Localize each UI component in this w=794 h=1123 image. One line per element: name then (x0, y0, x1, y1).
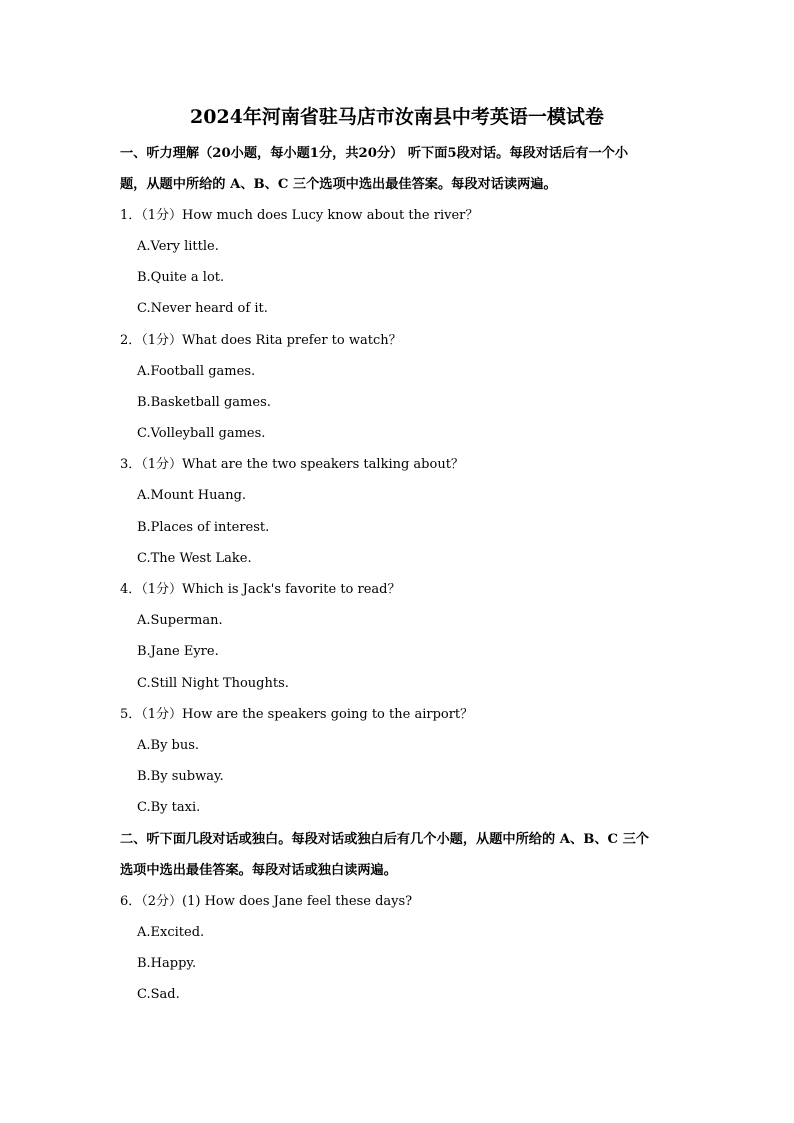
question-6-stem: 6．（2分）(1) How does Jane feel these days? (120, 894, 413, 909)
question-3-option-a: A.Mount Huang. (137, 488, 247, 503)
question-2-option-c: C.Volleyball games. (137, 426, 266, 441)
question-5-option-c: C.By taxi. (137, 800, 201, 815)
section-1-instruction-line-1: 一、听力理解（20小题，每小题1分，共20分） 听下面5段对话。每段对话后有一个小 (120, 146, 629, 161)
question-3-option-b: B.Places of interest. (137, 520, 270, 535)
question-3-option-c: C.The West Lake. (137, 551, 252, 566)
section-2-instruction-line-1: 二、听下面几段对话或独白。每段对话或独白后有几个小题，从题中所给的 A、B、C 三个 (120, 832, 649, 847)
question-5-stem: 5．（1分）How are the speakers going to the airport？ (120, 707, 474, 722)
question-1-option-b: B.Quite a lot. (137, 270, 225, 285)
question-5-option-a: A.By bus. (137, 738, 200, 753)
question-5-option-b: B.By subway. (137, 769, 224, 784)
page-title: 2024年河南省驻马店市汝南县中考英语一模试卷 (190, 106, 604, 128)
question-4-option-c: C.Still Night Thoughts. (137, 676, 289, 691)
section-1-instruction-line-2: 题，从题中所给的 A、B、C 三个选项中选出最佳答案。每段对话读两遍。 (120, 177, 557, 192)
question-4-stem: 4．（1分）Which is Jack's favorite to read？ (120, 582, 401, 597)
question-2-option-a: A.Football games. (137, 364, 256, 379)
question-6-option-b: B.Happy. (137, 956, 197, 971)
section-2-instruction-line-2: 选项中选出最佳答案。每段对话或独白读两遍。 (120, 863, 397, 878)
question-6-option-a: A.Excited. (137, 925, 205, 940)
question-1-stem: 1．（1分）How much does Lucy know about the river？ (120, 208, 479, 223)
question-4-option-b: B.Jane Eyre. (137, 644, 219, 659)
question-6-option-c: C.Sad. (137, 987, 180, 1002)
question-1-option-a: A.Very little. (137, 239, 219, 254)
question-4-option-a: A.Superman. (137, 613, 223, 628)
question-3-stem: 3．（1分）What are the two speakers talking about？ (120, 457, 464, 472)
question-2-option-b: B.Basketball games. (137, 395, 271, 410)
question-1-option-c: C.Never heard of it. (137, 301, 268, 316)
question-2-stem: 2．（1分）What does Rita prefer to watch？ (120, 333, 402, 348)
